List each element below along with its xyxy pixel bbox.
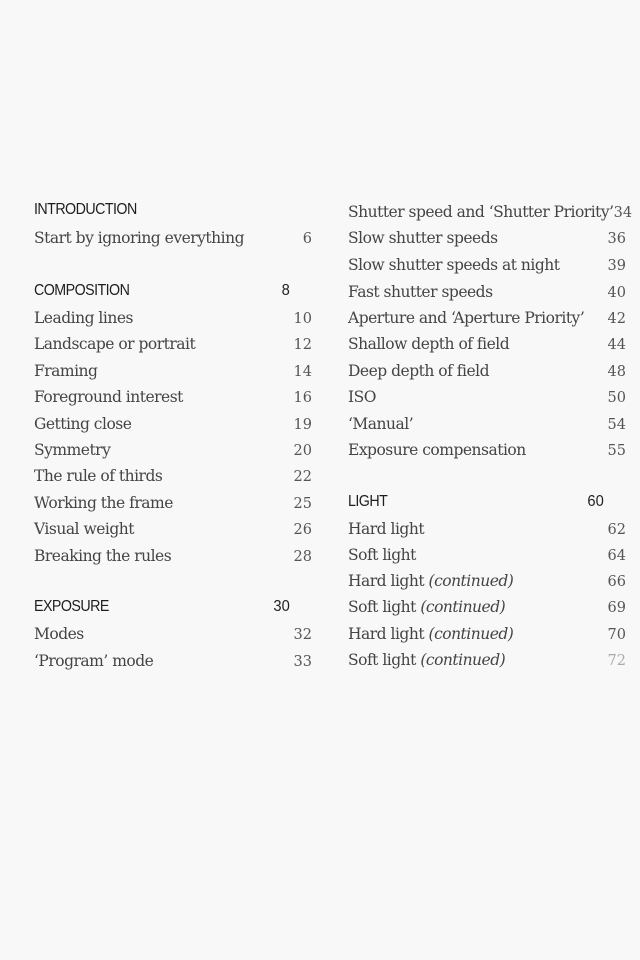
toc-title: Deep depth of field <box>348 362 490 380</box>
toc-page: 70 <box>607 627 626 643</box>
toc-entry[interactable] <box>348 622 626 646</box>
toc-heading[interactable] <box>34 198 290 222</box>
toc-entry[interactable] <box>348 200 633 224</box>
toc-title: Working the frame <box>34 494 173 512</box>
toc-title: Hard light <box>348 625 425 643</box>
toc-page: 54 <box>607 417 626 433</box>
toc-page: 12 <box>293 337 312 353</box>
toc-title: Slow shutter speeds at night <box>348 256 560 274</box>
toc-page: 30 <box>273 598 290 615</box>
toc-entry[interactable] <box>34 649 312 673</box>
toc-title: Shallow depth of field <box>348 335 510 353</box>
toc-page: 8 <box>281 282 290 299</box>
toc-entry[interactable] <box>348 543 626 567</box>
toc-entry[interactable] <box>348 438 626 462</box>
toc-page: 26 <box>293 522 312 538</box>
toc-page: 42 <box>607 311 626 327</box>
toc-title-suffix: (continued) <box>428 572 514 590</box>
toc-entry[interactable] <box>348 226 626 250</box>
toc-entry[interactable] <box>34 226 312 250</box>
toc-page: 10 <box>293 311 312 327</box>
toc-title: Hard light <box>348 572 425 590</box>
toc-page: 66 <box>607 574 626 590</box>
toc-entry[interactable] <box>34 544 312 568</box>
toc-page: 14 <box>293 364 312 380</box>
toc-page: 50 <box>607 390 626 406</box>
toc-title: Visual weight <box>34 520 134 538</box>
toc-page: 39 <box>607 258 626 274</box>
toc-title: Foreground interest <box>34 388 183 406</box>
toc-title: ‘Program’ mode <box>34 652 154 670</box>
toc-title: Soft light <box>348 546 416 564</box>
toc-title: Soft light <box>348 598 416 616</box>
toc-title: Aperture and ‘Aperture Priority’ <box>348 309 585 327</box>
toc-heading[interactable] <box>348 490 604 514</box>
toc-page: 55 <box>607 443 626 459</box>
toc-title: Start by ignoring everything <box>34 229 244 247</box>
toc-title: The rule of thirds <box>34 467 163 485</box>
toc-page: 25 <box>293 496 312 512</box>
toc-heading[interactable] <box>34 595 290 619</box>
toc-page: 48 <box>607 364 626 380</box>
toc-title: Breaking the rules <box>34 547 172 565</box>
toc-title: Leading lines <box>34 309 133 327</box>
toc-title-suffix: (continued) <box>420 651 506 669</box>
toc-page: 44 <box>607 337 626 353</box>
toc-title: Fast shutter speeds <box>348 283 493 301</box>
toc-title-group <box>348 648 505 672</box>
toc-page: 60 <box>587 493 604 510</box>
toc-page: 6 <box>302 231 312 247</box>
toc-page: 64 <box>607 548 626 564</box>
toc-entry[interactable] <box>34 306 312 330</box>
toc-title: Slow shutter speeds <box>348 229 498 247</box>
toc-heading[interactable] <box>34 279 290 303</box>
toc-title-group <box>348 595 505 619</box>
toc-entry[interactable] <box>348 569 626 593</box>
toc-page: 36 <box>607 231 626 247</box>
toc-entry[interactable] <box>348 332 626 356</box>
toc-title-group <box>348 569 513 593</box>
toc-page: 16 <box>293 390 312 406</box>
toc-title: Getting close <box>34 415 132 433</box>
toc-entry[interactable] <box>34 359 312 383</box>
toc-title: LIGHT <box>348 493 388 510</box>
toc-entry[interactable] <box>348 306 626 330</box>
toc-page: 62 <box>607 522 626 538</box>
toc-entry[interactable] <box>348 648 626 672</box>
toc-title: Shutter speed and ‘Shutter Priority’ <box>348 203 614 221</box>
toc-entry[interactable] <box>348 253 626 277</box>
toc-page: 40 <box>607 285 626 301</box>
toc-title: Symmetry <box>34 441 111 459</box>
toc-title: COMPOSITION <box>34 282 130 299</box>
toc-title: Modes <box>34 625 84 643</box>
toc-entry[interactable] <box>348 385 626 409</box>
toc-entry[interactable] <box>34 412 312 436</box>
toc-title: Hard light <box>348 520 425 538</box>
toc-entry[interactable] <box>348 359 626 383</box>
toc-title: INTRODUCTION <box>34 201 137 218</box>
toc-page: 34 <box>613 205 633 221</box>
toc-page: 19 <box>293 417 312 433</box>
toc-page: 22 <box>293 469 312 485</box>
toc-title: EXPOSURE <box>34 598 109 615</box>
toc-page: 72 <box>607 653 626 669</box>
toc-page: 33 <box>293 654 312 670</box>
toc-entry[interactable] <box>34 385 312 409</box>
toc-entry[interactable] <box>34 517 312 541</box>
toc-entry[interactable] <box>348 412 626 436</box>
toc-entry[interactable] <box>348 280 626 304</box>
toc-title: ‘Manual’ <box>348 415 414 433</box>
toc-title: Landscape or portrait <box>34 335 196 353</box>
toc-entry[interactable] <box>348 517 626 541</box>
toc-entry[interactable] <box>34 332 312 356</box>
toc-title: ISO <box>348 388 376 406</box>
toc-page: 20 <box>293 443 312 459</box>
toc-title: Framing <box>34 362 98 380</box>
toc-entry[interactable] <box>34 491 312 515</box>
toc-page: 32 <box>293 627 312 643</box>
toc-page: 69 <box>607 600 626 616</box>
toc-entry[interactable] <box>348 595 626 619</box>
toc-entry[interactable] <box>34 622 312 646</box>
toc-title: Exposure compensation <box>348 441 526 459</box>
toc-page: 28 <box>293 549 312 565</box>
toc-title: Soft light <box>348 651 416 669</box>
toc-title-group <box>348 622 513 646</box>
toc-title-suffix: (continued) <box>420 598 506 616</box>
toc-entry[interactable] <box>34 438 312 462</box>
toc-title-suffix: (continued) <box>428 625 514 643</box>
toc-entry[interactable] <box>34 464 312 488</box>
